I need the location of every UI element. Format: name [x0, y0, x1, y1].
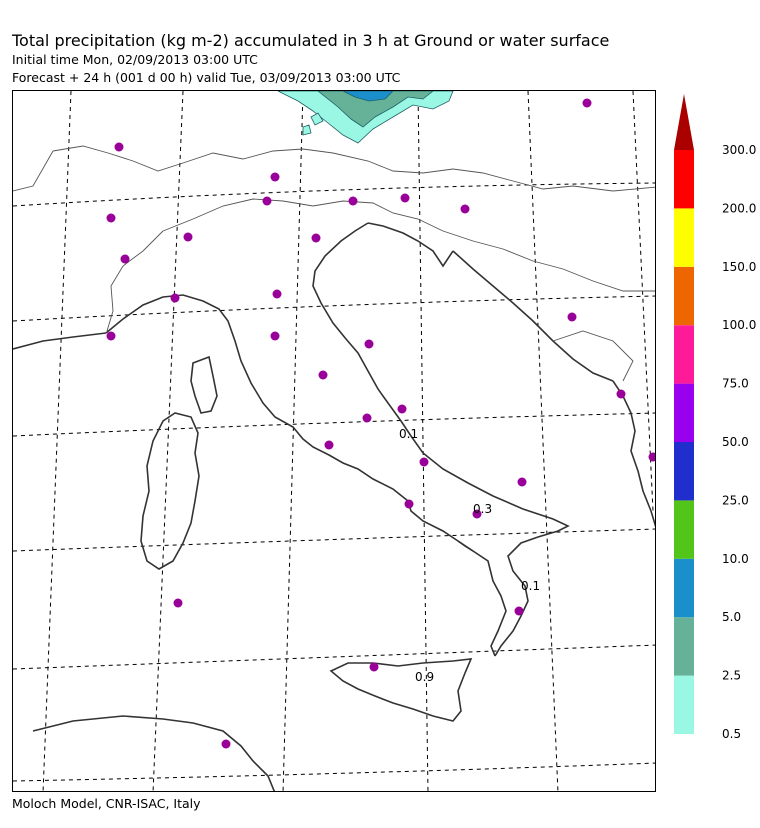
legend-swatch — [674, 500, 694, 558]
precipitation-areas — [278, 91, 453, 143]
contour-label: 0.9 — [415, 670, 435, 684]
legend-label: 10.0 — [722, 551, 749, 566]
legend-swatch — [674, 267, 694, 325]
station-marker — [325, 441, 334, 450]
station-marker — [420, 458, 429, 467]
legend-swatch — [674, 617, 694, 675]
model-credit: Moloch Model, CNR-ISAC, Italy — [12, 796, 201, 811]
legend-swatch — [674, 150, 694, 208]
legend-label: 50.0 — [722, 435, 749, 449]
station-marker — [583, 99, 592, 108]
station-marker — [398, 405, 407, 414]
legend-label: 0.5 — [722, 727, 742, 741]
station-marker — [222, 740, 231, 749]
contour-label: 0.1 — [399, 427, 419, 441]
station-marker — [365, 340, 374, 349]
borders — [13, 146, 656, 381]
contour-label: 0.3 — [473, 502, 493, 516]
station-marker — [568, 313, 577, 322]
station-marker — [273, 290, 282, 299]
color-legend — [672, 88, 760, 748]
station-marker — [174, 599, 183, 608]
station-marker — [363, 414, 372, 423]
coastlines — [13, 223, 656, 792]
station-marker — [461, 205, 470, 214]
station-marker — [312, 234, 321, 243]
legend-label: 100.0 — [722, 318, 757, 333]
station-marker — [184, 233, 193, 242]
station-marker — [405, 500, 414, 509]
legend-swatch — [674, 384, 694, 442]
legend-top-arrow — [674, 94, 694, 150]
station-marker — [370, 663, 379, 672]
station-marker — [263, 197, 272, 206]
graticule — [13, 91, 656, 792]
station-marker — [115, 143, 124, 152]
station-marker — [171, 294, 180, 303]
station-marker — [319, 371, 328, 380]
legend-swatch — [674, 208, 694, 266]
map-canvas — [13, 91, 656, 792]
station-marker — [271, 173, 280, 182]
station-marker — [349, 197, 358, 206]
legend-swatch — [674, 559, 694, 617]
station-marker — [518, 478, 527, 487]
legend-swatch — [674, 325, 694, 383]
contour-label: 0.1 — [521, 579, 541, 593]
station-marker — [121, 255, 130, 264]
forecast-valid-time: Forecast + 24 h (001 d 00 h) valid Tue, 03/09/2013 03:00 UTC — [12, 70, 401, 85]
legend-swatch — [674, 442, 694, 500]
station-marker — [617, 390, 626, 399]
legend-canvas — [672, 88, 760, 748]
station-marker — [271, 332, 280, 341]
legend-label: 200.0 — [722, 201, 757, 216]
precipitation-map — [12, 90, 656, 792]
legend-label: 2.5 — [722, 668, 742, 683]
legend-label: 300.0 — [722, 143, 757, 157]
legend-swatch — [674, 676, 694, 734]
station-marker — [515, 607, 524, 616]
station-marker — [401, 194, 410, 203]
station-marker — [107, 332, 116, 341]
map-title: Total precipitation (kg m-2) accumulated in 3 h at Ground or water surface — [12, 31, 610, 50]
legend-label: 150.0 — [722, 259, 757, 274]
legend-label: 75.0 — [722, 376, 749, 391]
legend-label: 5.0 — [722, 610, 742, 625]
station-marker — [107, 214, 116, 223]
station-marker — [649, 453, 657, 462]
legend-label: 25.0 — [722, 493, 749, 508]
initial-time: Initial time Mon, 02/09/2013 03:00 UTC — [12, 52, 258, 67]
